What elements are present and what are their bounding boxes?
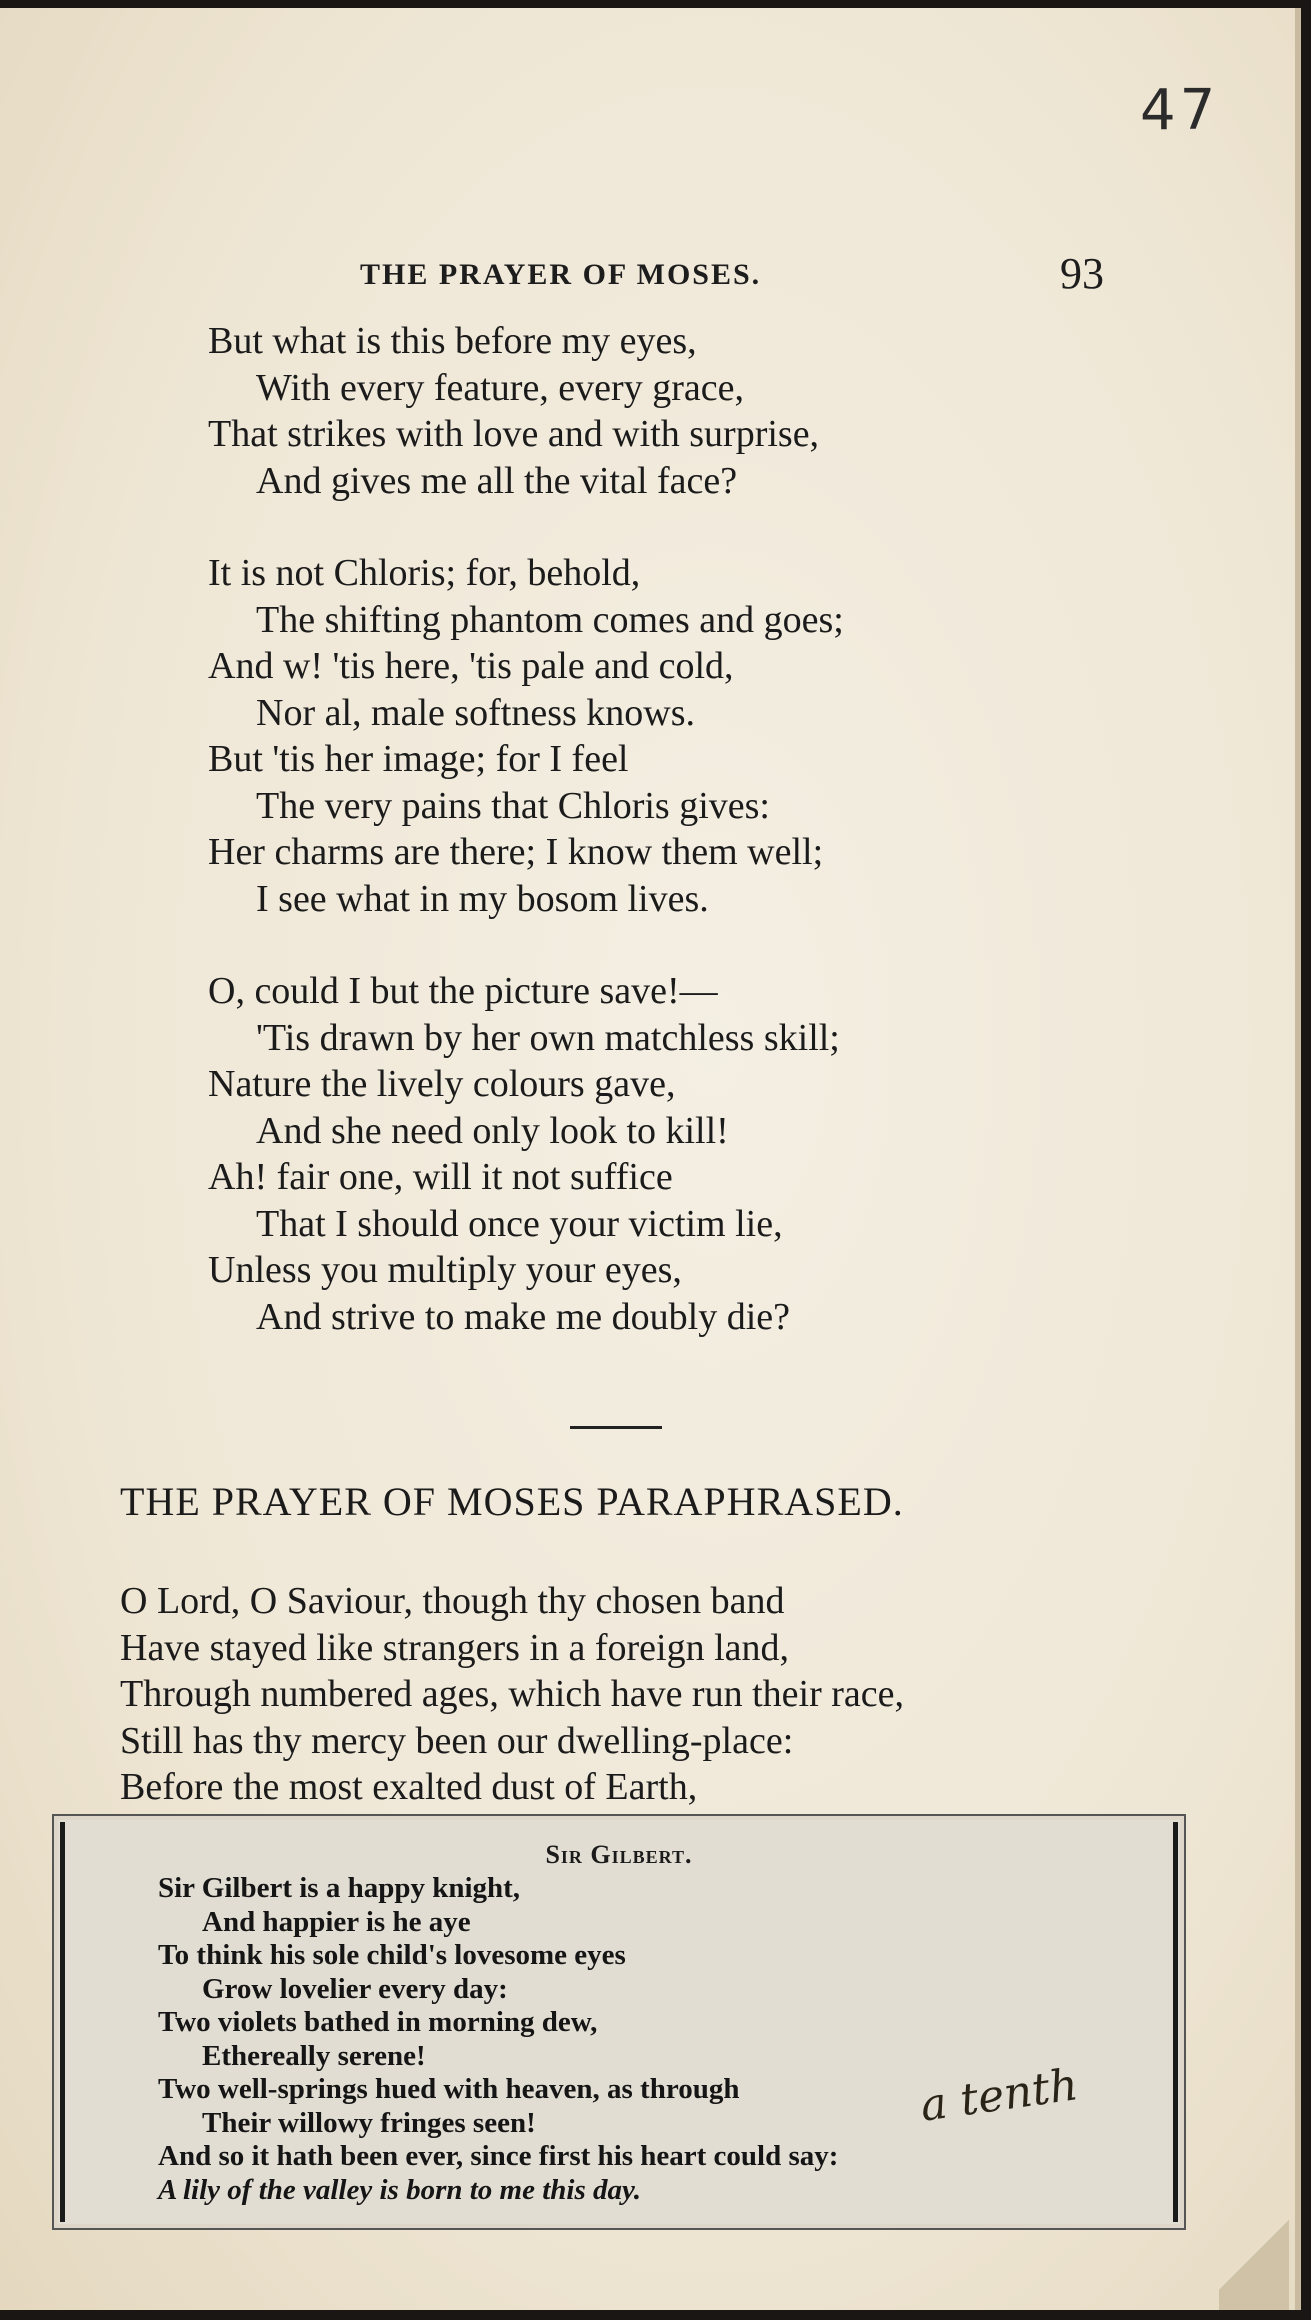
clipping-line: Two well-springs hued with heaven, as through [158,2073,740,2105]
clipping-line: Their willowy fringes seen! [202,2106,536,2139]
stanza-break [208,922,1128,968]
poem-line: And gives me all the vital face? [256,459,738,502]
poem-line: It is not Chloris; for, behold, [208,552,641,594]
poem-line: The shifting phantom comes and goes; [256,598,844,641]
poem-line: O, could I but the picture save!— [208,970,718,1012]
poem-line: 'Tis drawn by her own matchless skill; [256,1016,840,1059]
clipping-title: Sir Gilbert. [545,1840,693,1869]
clipping-left-rule [60,1822,65,2222]
clipping-right-rule [1173,1822,1178,2222]
clipping-line: To think his sole child's lovesome eyes [158,1939,626,1971]
poem-line: With every feature, every grace, [256,366,744,409]
clipping-line: And happier is he aye [202,1905,471,1938]
poem-line: The very pains that Chloris gives: [256,784,770,827]
poem-line: I see what in my bosom lives. [256,877,709,920]
clipping-line: And so it hath been ever, since first his heart could say: [158,2140,839,2172]
section-text [120,1578,1120,1811]
poem-line: And strive to make me doubly die? [256,1295,790,1338]
poem [208,318,1128,1340]
section-line: O Lord, O Saviour, though thy chosen band [120,1580,785,1622]
poem-line: That I should once your victim lie, [256,1202,783,1245]
section-title: THE PRAYER OF MOSES PARAPHRASED. [120,1479,904,1524]
clipping-line: Sir Gilbert is a happy knight, [158,1872,521,1904]
section-line: Have stayed like strangers in a foreign land, [120,1626,789,1669]
clipping-line: Two violets bathed in morning dew, [158,2006,598,2038]
section-line: Before the most exalted dust of Earth, [120,1766,698,1808]
clipping-line: A lily of the valley is born to me this day. [158,2173,642,2206]
poem-line: Nor al, male softness knows. [256,691,696,734]
poem-line: Nature the lively colours gave, [208,1063,676,1105]
poem-line: Unless you multiply your eyes, [208,1249,682,1291]
manuscript-number: 47 [1140,78,1220,143]
poem-line: And she need only look to kill! [256,1109,729,1152]
poem-line: Ah! fair one, will it not suffice [208,1156,673,1198]
clipping-line: Ethereally serene! [202,2039,426,2072]
section-divider [570,1426,662,1429]
stanza-break [208,504,1128,550]
handwritten-annotation: a tenth [917,2059,1082,2132]
page-corner-fold [1219,2200,1289,2310]
clipping-poem [158,1872,1158,2207]
section-line: Still has thy mercy been our dwelling-place: [120,1719,794,1762]
book-page [0,8,1301,2310]
poem-line: But what is this before my eyes, [208,320,697,362]
poem-line: That strikes with love and with surprise, [208,413,820,455]
poem-line: But 'tis her image; for I feel [208,738,629,780]
poem-line: Her charms are there; I know them well; [208,831,824,873]
section-line: Through numbered ages, which have run their race, [120,1673,904,1715]
running-head: THE PRAYER OF MOSES. [360,258,762,291]
page-number: 93 [1060,249,1104,298]
poem-line: And w! 'tis here, 'tis pale and cold, [208,645,734,687]
newspaper-clipping [52,1814,1186,2230]
clipping-line: Grow lovelier every day: [202,1972,508,2005]
